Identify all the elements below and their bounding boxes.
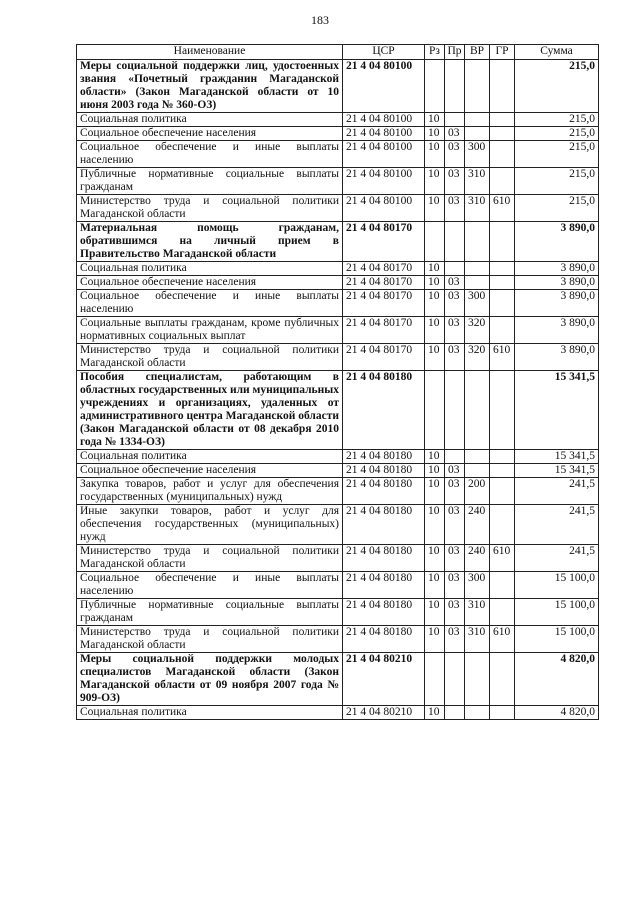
cell-pr: 03 bbox=[445, 572, 465, 599]
cell-csr: 21 4 04 80180 bbox=[343, 572, 425, 599]
cell-pr bbox=[445, 113, 465, 127]
cell-sum: 3 890,0 bbox=[515, 344, 599, 371]
cell-gr bbox=[490, 317, 515, 344]
cell-name: Публичные нормативные социальные выплаты гражданам bbox=[77, 168, 343, 195]
cell-csr: 21 4 04 80170 bbox=[343, 262, 425, 276]
cell-csr: 21 4 04 80180 bbox=[343, 478, 425, 505]
cell-csr: 21 4 04 80100 bbox=[343, 195, 425, 222]
cell-name: Социальное обеспечение населения bbox=[77, 464, 343, 478]
table-row bbox=[77, 653, 599, 706]
cell-name: Меры социальной поддержки лиц, удостоенных звания «Почетный гражданин Магаданской области» (Закон Магаданской области от 10 июня 2003 года № 360-ОЗ) bbox=[77, 60, 343, 113]
cell-name: Социальная политика bbox=[77, 262, 343, 276]
header-name: Наименование bbox=[77, 45, 343, 60]
cell-vr: 310 bbox=[465, 599, 490, 626]
cell-pr: 03 bbox=[445, 344, 465, 371]
cell-name: Пособия специалистам, работающим в областных государственных или муниципальных учреждениях и организациях, удаленных от административного центра Магаданской области (Закон Магаданской области от 08 декабря 2010 года № 1334-ОЗ) bbox=[77, 371, 343, 450]
cell-csr: 21 4 04 80180 bbox=[343, 450, 425, 464]
cell-name: Материальная помощь гражданам, обратившимся на личный прием в Правительство Магаданской области bbox=[77, 222, 343, 262]
cell-vr: 200 bbox=[465, 478, 490, 505]
cell-name: Меры социальной поддержки молодых специалистов Магаданской области (Закон Магаданской области от 09 ноября 2007 года № 909-ОЗ) bbox=[77, 653, 343, 706]
cell-csr: 21 4 04 80210 bbox=[343, 706, 425, 720]
cell-pr bbox=[445, 450, 465, 464]
cell-gr bbox=[490, 572, 515, 599]
cell-csr: 21 4 04 80100 bbox=[343, 141, 425, 168]
table-row bbox=[77, 545, 599, 572]
cell-rz: 10 bbox=[425, 141, 445, 168]
cell-sum: 3 890,0 bbox=[515, 262, 599, 276]
header-rz: Рз bbox=[425, 45, 445, 60]
table-row bbox=[77, 222, 599, 262]
table-row bbox=[77, 262, 599, 276]
table-row bbox=[77, 371, 599, 450]
cell-name: Социальная политика bbox=[77, 706, 343, 720]
cell-sum: 15 341,5 bbox=[515, 371, 599, 450]
cell-vr bbox=[465, 113, 490, 127]
table-row bbox=[77, 276, 599, 290]
cell-rz: 10 bbox=[425, 545, 445, 572]
cell-gr: 610 bbox=[490, 195, 515, 222]
cell-gr bbox=[490, 450, 515, 464]
cell-name: Иные закупки товаров, работ и услуг для обеспечения государственных (муниципальных) нужд bbox=[77, 505, 343, 545]
cell-sum: 15 100,0 bbox=[515, 626, 599, 653]
cell-rz: 10 bbox=[425, 706, 445, 720]
cell-gr bbox=[490, 141, 515, 168]
cell-csr: 21 4 04 80100 bbox=[343, 113, 425, 127]
page-number: 183 bbox=[311, 13, 329, 27]
cell-csr: 21 4 04 80170 bbox=[343, 290, 425, 317]
cell-vr bbox=[465, 276, 490, 290]
cell-vr: 300 bbox=[465, 141, 490, 168]
cell-pr: 03 bbox=[445, 141, 465, 168]
cell-sum: 215,0 bbox=[515, 141, 599, 168]
cell-rz: 10 bbox=[425, 505, 445, 545]
cell-name: Министерство труда и социальной политики Магаданской области bbox=[77, 626, 343, 653]
cell-name: Публичные нормативные социальные выплаты гражданам bbox=[77, 599, 343, 626]
cell-gr bbox=[490, 113, 515, 127]
cell-pr: 03 bbox=[445, 464, 465, 478]
cell-name: Социальное обеспечение населения bbox=[77, 276, 343, 290]
cell-pr bbox=[445, 262, 465, 276]
cell-rz: 10 bbox=[425, 168, 445, 195]
cell-vr: 310 bbox=[465, 626, 490, 653]
cell-csr: 21 4 04 80170 bbox=[343, 276, 425, 290]
table-row bbox=[77, 113, 599, 127]
cell-name: Социальная политика bbox=[77, 450, 343, 464]
cell-name: Социальное обеспечение и иные выплаты населению bbox=[77, 290, 343, 317]
cell-sum: 15 341,5 bbox=[515, 450, 599, 464]
cell-sum: 215,0 bbox=[515, 127, 599, 141]
cell-gr bbox=[490, 168, 515, 195]
cell-rz: 10 bbox=[425, 195, 445, 222]
cell-vr: 300 bbox=[465, 572, 490, 599]
cell-pr: 03 bbox=[445, 290, 465, 317]
budget-table bbox=[76, 44, 599, 720]
cell-sum: 3 890,0 bbox=[515, 290, 599, 317]
cell-rz bbox=[425, 222, 445, 262]
cell-name: Министерство труда и социальной политики Магаданской области bbox=[77, 344, 343, 371]
cell-vr: 310 bbox=[465, 195, 490, 222]
table-row bbox=[77, 478, 599, 505]
cell-pr bbox=[445, 653, 465, 706]
cell-gr: 610 bbox=[490, 344, 515, 371]
table-row bbox=[77, 141, 599, 168]
cell-csr: 21 4 04 80180 bbox=[343, 626, 425, 653]
table-row bbox=[77, 290, 599, 317]
cell-name: Социальное обеспечение и иные выплаты населению bbox=[77, 572, 343, 599]
header-pr: Пр bbox=[445, 45, 465, 60]
cell-pr: 03 bbox=[445, 545, 465, 572]
cell-csr: 21 4 04 80180 bbox=[343, 545, 425, 572]
cell-gr bbox=[490, 464, 515, 478]
cell-rz: 10 bbox=[425, 464, 445, 478]
cell-vr: 320 bbox=[465, 344, 490, 371]
cell-name: Министерство труда и социальной политики Магаданской области bbox=[77, 545, 343, 572]
header-sum: Сумма bbox=[515, 45, 599, 60]
cell-rz: 10 bbox=[425, 344, 445, 371]
cell-gr bbox=[490, 276, 515, 290]
cell-pr: 03 bbox=[445, 599, 465, 626]
cell-csr: 21 4 04 80180 bbox=[343, 599, 425, 626]
cell-pr: 03 bbox=[445, 276, 465, 290]
cell-sum: 215,0 bbox=[515, 195, 599, 222]
cell-vr bbox=[465, 371, 490, 450]
table-row bbox=[77, 599, 599, 626]
cell-rz: 10 bbox=[425, 450, 445, 464]
cell-rz: 10 bbox=[425, 276, 445, 290]
cell-csr: 21 4 04 80170 bbox=[343, 222, 425, 262]
cell-vr bbox=[465, 60, 490, 113]
cell-rz: 10 bbox=[425, 317, 445, 344]
cell-name: Министерство труда и социальной политики Магаданской области bbox=[77, 195, 343, 222]
cell-sum: 3 890,0 bbox=[515, 317, 599, 344]
cell-sum: 241,5 bbox=[515, 478, 599, 505]
cell-vr bbox=[465, 706, 490, 720]
table-row bbox=[77, 195, 599, 222]
cell-rz: 10 bbox=[425, 113, 445, 127]
cell-gr bbox=[490, 60, 515, 113]
cell-csr: 21 4 04 80180 bbox=[343, 505, 425, 545]
cell-csr: 21 4 04 80100 bbox=[343, 127, 425, 141]
cell-csr: 21 4 04 80170 bbox=[343, 344, 425, 371]
cell-sum: 215,0 bbox=[515, 168, 599, 195]
cell-pr bbox=[445, 60, 465, 113]
cell-sum: 15 341,5 bbox=[515, 464, 599, 478]
table-header-row bbox=[77, 45, 599, 60]
cell-pr: 03 bbox=[445, 505, 465, 545]
cell-vr bbox=[465, 450, 490, 464]
cell-vr bbox=[465, 262, 490, 276]
table-body bbox=[77, 60, 599, 720]
cell-pr: 03 bbox=[445, 168, 465, 195]
cell-name: Социальные выплаты гражданам, кроме публичных нормативных социальных выплат bbox=[77, 317, 343, 344]
cell-sum: 215,0 bbox=[515, 113, 599, 127]
cell-pr: 03 bbox=[445, 317, 465, 344]
cell-gr bbox=[490, 222, 515, 262]
header-gr: ГР bbox=[490, 45, 515, 60]
cell-csr: 21 4 04 80100 bbox=[343, 60, 425, 113]
cell-csr: 21 4 04 80180 bbox=[343, 464, 425, 478]
table-row bbox=[77, 706, 599, 720]
table-row bbox=[77, 60, 599, 113]
cell-vr: 320 bbox=[465, 317, 490, 344]
header-vr: ВР bbox=[465, 45, 490, 60]
table-row bbox=[77, 505, 599, 545]
cell-rz: 10 bbox=[425, 572, 445, 599]
cell-pr bbox=[445, 706, 465, 720]
cell-gr bbox=[490, 706, 515, 720]
table-row bbox=[77, 626, 599, 653]
cell-gr bbox=[490, 653, 515, 706]
cell-gr: 610 bbox=[490, 626, 515, 653]
cell-rz: 10 bbox=[425, 478, 445, 505]
cell-vr bbox=[465, 222, 490, 262]
cell-pr bbox=[445, 222, 465, 262]
cell-sum: 15 100,0 bbox=[515, 572, 599, 599]
cell-gr bbox=[490, 599, 515, 626]
cell-csr: 21 4 04 80180 bbox=[343, 371, 425, 450]
cell-pr: 03 bbox=[445, 478, 465, 505]
cell-name: Закупка товаров, работ и услуг для обеспечения государственных (муниципальных) нужд bbox=[77, 478, 343, 505]
cell-vr: 310 bbox=[465, 168, 490, 195]
cell-pr: 03 bbox=[445, 195, 465, 222]
cell-rz bbox=[425, 371, 445, 450]
cell-sum: 4 820,0 bbox=[515, 706, 599, 720]
table-row bbox=[77, 572, 599, 599]
cell-rz bbox=[425, 653, 445, 706]
cell-rz: 10 bbox=[425, 626, 445, 653]
table-row bbox=[77, 317, 599, 344]
cell-vr: 240 bbox=[465, 505, 490, 545]
cell-rz: 10 bbox=[425, 599, 445, 626]
cell-vr: 300 bbox=[465, 290, 490, 317]
cell-gr bbox=[490, 478, 515, 505]
table-row bbox=[77, 168, 599, 195]
cell-gr bbox=[490, 371, 515, 450]
cell-csr: 21 4 04 80170 bbox=[343, 317, 425, 344]
cell-sum: 4 820,0 bbox=[515, 653, 599, 706]
cell-rz: 10 bbox=[425, 127, 445, 141]
cell-pr: 03 bbox=[445, 127, 465, 141]
cell-sum: 3 890,0 bbox=[515, 222, 599, 262]
cell-sum: 241,5 bbox=[515, 545, 599, 572]
cell-rz: 10 bbox=[425, 262, 445, 276]
header-csr: ЦСР bbox=[343, 45, 425, 60]
cell-name: Социальная политика bbox=[77, 113, 343, 127]
cell-sum: 241,5 bbox=[515, 505, 599, 545]
cell-pr bbox=[445, 371, 465, 450]
cell-csr: 21 4 04 80100 bbox=[343, 168, 425, 195]
cell-vr bbox=[465, 653, 490, 706]
cell-gr bbox=[490, 290, 515, 317]
cell-gr bbox=[490, 262, 515, 276]
table-row bbox=[77, 450, 599, 464]
cell-sum: 15 100,0 bbox=[515, 599, 599, 626]
cell-gr bbox=[490, 505, 515, 545]
cell-rz bbox=[425, 60, 445, 113]
cell-gr: 610 bbox=[490, 545, 515, 572]
cell-vr bbox=[465, 127, 490, 141]
cell-gr bbox=[490, 127, 515, 141]
cell-csr: 21 4 04 80210 bbox=[343, 653, 425, 706]
cell-rz: 10 bbox=[425, 290, 445, 317]
cell-name: Социальное обеспечение населения bbox=[77, 127, 343, 141]
cell-vr bbox=[465, 464, 490, 478]
cell-sum: 3 890,0 bbox=[515, 276, 599, 290]
table-row bbox=[77, 344, 599, 371]
cell-sum: 215,0 bbox=[515, 60, 599, 113]
table-row bbox=[77, 127, 599, 141]
cell-vr: 240 bbox=[465, 545, 490, 572]
cell-name: Социальное обеспечение и иные выплаты населению bbox=[77, 141, 343, 168]
table-row bbox=[77, 464, 599, 478]
cell-pr: 03 bbox=[445, 626, 465, 653]
